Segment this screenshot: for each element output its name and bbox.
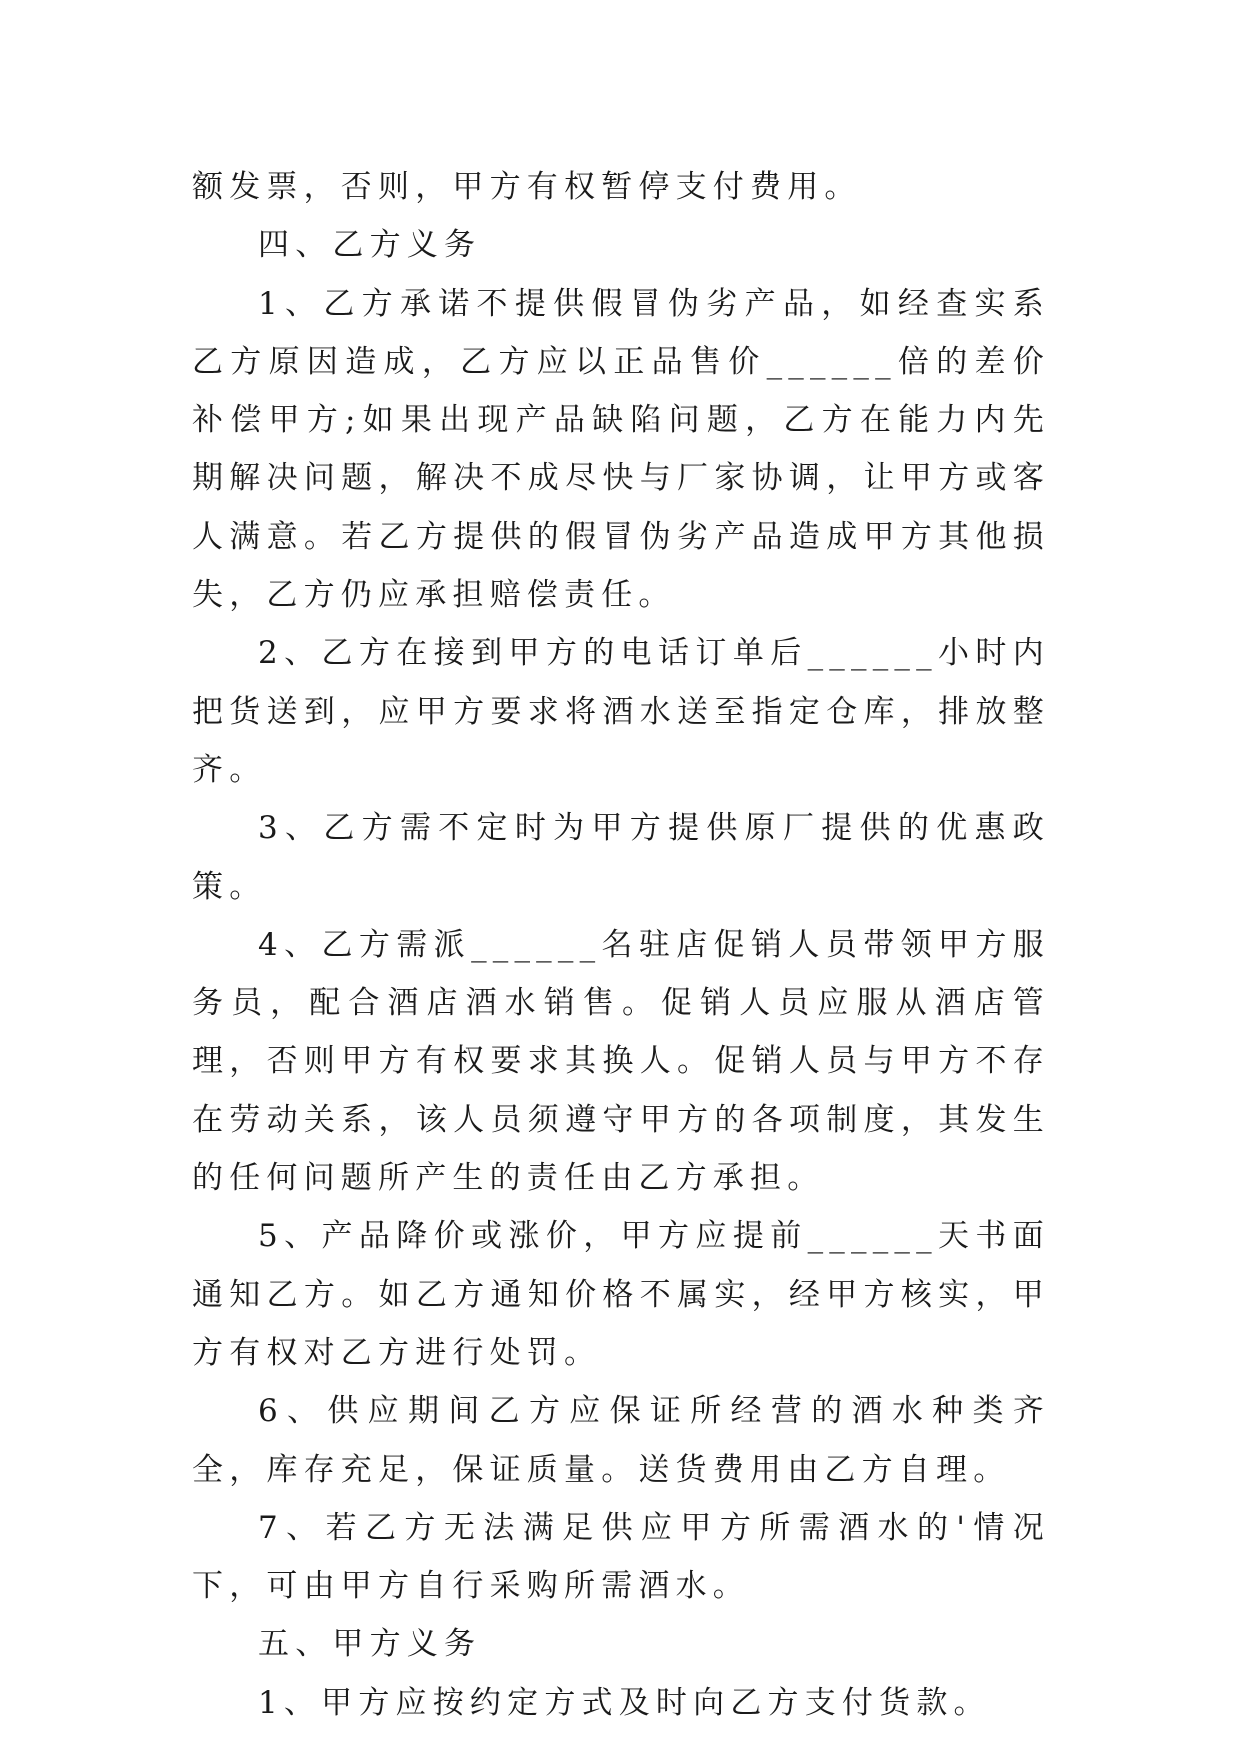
- clause-a-1: 1、甲方应按约定方式及时向乙方支付货款。: [258, 1684, 991, 1721]
- section-heading-party-a-obligations: 五、甲方义务: [258, 1626, 482, 1663]
- clause-b-5: 5、产品降价或涨价，甲方应提前______天书面通知乙方。如乙方通知价格不属实，经甲方核实，甲方有权对乙方进行处罚。: [192, 1218, 1050, 1371]
- paragraph-continuation: 额发票，否则，甲方有权暂停支付费用。: [192, 169, 862, 205]
- clause-b-2: 2、乙方在接到甲方的电话订单后______小时内把货送到，应甲方要求将酒水送至指定仓库，排放整齐。: [192, 635, 1050, 788]
- clause-b-6: 6、供应期间乙方应保证所经营的酒水种类齐全，库存充足，保证质量。送货费用由乙方自理。: [192, 1393, 1050, 1488]
- document-body: [192, 158, 1050, 1732]
- clause-b-4: 4、乙方需派______名驻店促销人员带领甲方服务员，配合酒店酒水销售。促销人员应服从酒店管理，否则甲方有权要求其换人。促销人员与甲方不存在劳动关系，该人员须遵守甲方的各项制度，其发生的任何问题所产生的责任由乙方承担。: [192, 926, 1050, 1197]
- clause-b-7: 7、若乙方无法满足供应甲方所需酒水的'情况下，可由甲方自行采购所需酒水。: [192, 1509, 1050, 1605]
- section-heading-party-b-obligations: 四、乙方义务: [258, 227, 482, 264]
- clause-b-3: 3、乙方需不定时为甲方提供原厂提供的优惠政策。: [192, 810, 1050, 905]
- clause-b-1: 1、乙方承诺不提供假冒伪劣产品，如经查实系乙方原因造成，乙方应以正品售价______倍的差价补偿甲方;如果出现产品缺陷问题，乙方在能力内先期解决问题，解决不成尽快与厂家协调，让甲方或客人满意。若乙方提供的假冒伪劣产品造成甲方其他损失，乙方仍应承担赔偿责任。: [192, 285, 1050, 614]
